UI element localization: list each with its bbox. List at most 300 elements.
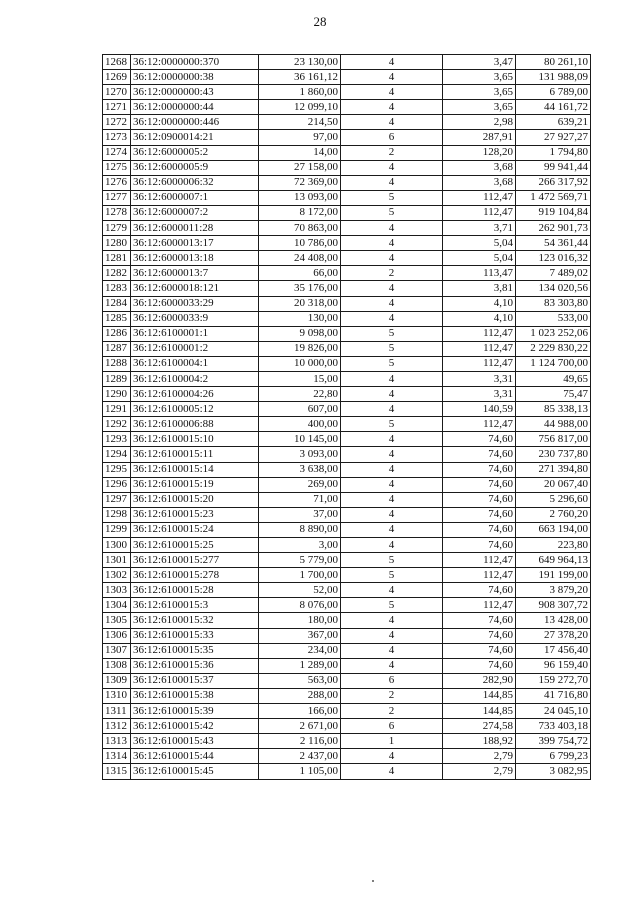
amount-cell: 80 261,10 bbox=[516, 55, 591, 70]
table-row bbox=[103, 719, 591, 734]
cadastral-number-cell: 36:12:6100015:35 bbox=[131, 643, 259, 658]
amount-cell: 262 901,73 bbox=[516, 221, 591, 236]
table-row bbox=[103, 553, 591, 568]
table-row bbox=[103, 387, 591, 402]
row-number-cell: 1280 bbox=[103, 236, 131, 251]
area-cell: 15,00 bbox=[259, 371, 341, 386]
rate-cell: 282,90 bbox=[443, 673, 516, 688]
table-row bbox=[103, 673, 591, 688]
table-row bbox=[103, 130, 591, 145]
area-cell: 72 369,00 bbox=[259, 175, 341, 190]
amount-cell: 1 472 569,71 bbox=[516, 190, 591, 205]
table-row bbox=[103, 356, 591, 371]
category-cell: 4 bbox=[341, 643, 443, 658]
row-number-cell: 1285 bbox=[103, 311, 131, 326]
cadastral-number-cell: 36:12:6100001:2 bbox=[131, 341, 259, 356]
category-cell: 6 bbox=[341, 719, 443, 734]
amount-cell: 96 159,40 bbox=[516, 658, 591, 673]
rate-cell: 2,79 bbox=[443, 749, 516, 764]
area-cell: 1 860,00 bbox=[259, 85, 341, 100]
cadastral-number-cell: 36:12:6100015:25 bbox=[131, 538, 259, 553]
table-row bbox=[103, 326, 591, 341]
category-cell: 4 bbox=[341, 583, 443, 598]
row-number-cell: 1300 bbox=[103, 538, 131, 553]
area-cell: 234,00 bbox=[259, 643, 341, 658]
row-number-cell: 1273 bbox=[103, 130, 131, 145]
amount-cell: 27 378,20 bbox=[516, 628, 591, 643]
category-cell: 2 bbox=[341, 704, 443, 719]
table-row bbox=[103, 221, 591, 236]
category-cell: 4 bbox=[341, 507, 443, 522]
category-cell: 4 bbox=[341, 492, 443, 507]
rate-cell: 74,60 bbox=[443, 477, 516, 492]
category-cell: 4 bbox=[341, 311, 443, 326]
table-row bbox=[103, 522, 591, 537]
rate-cell: 112,47 bbox=[443, 205, 516, 220]
area-cell: 8 890,00 bbox=[259, 522, 341, 537]
area-cell: 36 161,12 bbox=[259, 70, 341, 85]
amount-cell: 649 964,13 bbox=[516, 553, 591, 568]
row-number-cell: 1305 bbox=[103, 613, 131, 628]
amount-cell: 919 104,84 bbox=[516, 205, 591, 220]
cadastral-number-cell: 36:12:6100015:37 bbox=[131, 673, 259, 688]
area-cell: 1 105,00 bbox=[259, 764, 341, 779]
table-row bbox=[103, 341, 591, 356]
rate-cell: 274,58 bbox=[443, 719, 516, 734]
cadastral-number-cell: 36:12:6100015:45 bbox=[131, 764, 259, 779]
area-cell: 1 700,00 bbox=[259, 568, 341, 583]
area-cell: 66,00 bbox=[259, 266, 341, 281]
rate-cell: 74,60 bbox=[443, 447, 516, 462]
area-cell: 2 116,00 bbox=[259, 734, 341, 749]
rate-cell: 113,47 bbox=[443, 266, 516, 281]
row-number-cell: 1288 bbox=[103, 356, 131, 371]
cadastral-number-cell: 36:12:6100015:20 bbox=[131, 492, 259, 507]
category-cell: 4 bbox=[341, 628, 443, 643]
table-row bbox=[103, 236, 591, 251]
category-cell: 4 bbox=[341, 387, 443, 402]
table-row bbox=[103, 100, 591, 115]
category-cell: 2 bbox=[341, 688, 443, 703]
amount-cell: 44 161,72 bbox=[516, 100, 591, 115]
rate-cell: 74,60 bbox=[443, 643, 516, 658]
category-cell: 5 bbox=[341, 190, 443, 205]
amount-cell: 191 199,00 bbox=[516, 568, 591, 583]
rate-cell: 74,60 bbox=[443, 658, 516, 673]
row-number-cell: 1271 bbox=[103, 100, 131, 115]
category-cell: 2 bbox=[341, 145, 443, 160]
cadastral-number-cell: 36:12:0000000:446 bbox=[131, 115, 259, 130]
table-row bbox=[103, 598, 591, 613]
area-cell: 10 145,00 bbox=[259, 432, 341, 447]
cadastral-number-cell: 36:12:6100001:1 bbox=[131, 326, 259, 341]
area-cell: 8 076,00 bbox=[259, 598, 341, 613]
footer-dot-mark bbox=[372, 880, 374, 882]
amount-cell: 3 082,95 bbox=[516, 764, 591, 779]
area-cell: 3 093,00 bbox=[259, 447, 341, 462]
area-cell: 180,00 bbox=[259, 613, 341, 628]
category-cell: 5 bbox=[341, 417, 443, 432]
table-row bbox=[103, 432, 591, 447]
table-row bbox=[103, 85, 591, 100]
category-cell: 4 bbox=[341, 402, 443, 417]
cadastral-number-cell: 36:12:6100015:43 bbox=[131, 734, 259, 749]
amount-cell: 663 194,00 bbox=[516, 522, 591, 537]
table-row bbox=[103, 613, 591, 628]
area-cell: 563,00 bbox=[259, 673, 341, 688]
cadastral-number-cell: 36:12:6100006:88 bbox=[131, 417, 259, 432]
rate-cell: 3,65 bbox=[443, 70, 516, 85]
amount-cell: 2 760,20 bbox=[516, 507, 591, 522]
row-number-cell: 1306 bbox=[103, 628, 131, 643]
cadastral-number-cell: 36:12:6100015:38 bbox=[131, 688, 259, 703]
table-body bbox=[103, 55, 591, 780]
cadastral-number-cell: 36:12:6000011:28 bbox=[131, 221, 259, 236]
cadastral-number-cell: 36:12:6100015:14 bbox=[131, 462, 259, 477]
cadastral-number-cell: 36:12:6000018:121 bbox=[131, 281, 259, 296]
rate-cell: 140,59 bbox=[443, 402, 516, 417]
area-cell: 12 099,10 bbox=[259, 100, 341, 115]
category-cell: 4 bbox=[341, 522, 443, 537]
row-number-cell: 1289 bbox=[103, 371, 131, 386]
table-row bbox=[103, 507, 591, 522]
row-number-cell: 1281 bbox=[103, 251, 131, 266]
category-cell: 4 bbox=[341, 251, 443, 266]
land-plots-table bbox=[102, 54, 591, 780]
amount-cell: 75,47 bbox=[516, 387, 591, 402]
area-cell: 367,00 bbox=[259, 628, 341, 643]
rate-cell: 3,81 bbox=[443, 281, 516, 296]
category-cell: 4 bbox=[341, 658, 443, 673]
cadastral-number-cell: 36:12:0000000:370 bbox=[131, 55, 259, 70]
cadastral-number-cell: 36:12:6000007:1 bbox=[131, 190, 259, 205]
rate-cell: 112,47 bbox=[443, 356, 516, 371]
category-cell: 4 bbox=[341, 100, 443, 115]
amount-cell: 49,65 bbox=[516, 371, 591, 386]
rate-cell: 2,79 bbox=[443, 764, 516, 779]
area-cell: 13 093,00 bbox=[259, 190, 341, 205]
cadastral-number-cell: 36:12:6100015:32 bbox=[131, 613, 259, 628]
table-row bbox=[103, 734, 591, 749]
area-cell: 71,00 bbox=[259, 492, 341, 507]
category-cell: 5 bbox=[341, 598, 443, 613]
amount-cell: 266 317,92 bbox=[516, 175, 591, 190]
rate-cell: 74,60 bbox=[443, 583, 516, 598]
cadastral-number-cell: 36:12:6100015:39 bbox=[131, 704, 259, 719]
category-cell: 5 bbox=[341, 341, 443, 356]
rate-cell: 3,65 bbox=[443, 100, 516, 115]
area-cell: 214,50 bbox=[259, 115, 341, 130]
category-cell: 4 bbox=[341, 236, 443, 251]
amount-cell: 1 124 700,00 bbox=[516, 356, 591, 371]
rate-cell: 2,98 bbox=[443, 115, 516, 130]
row-number-cell: 1274 bbox=[103, 145, 131, 160]
rate-cell: 112,47 bbox=[443, 417, 516, 432]
table-row bbox=[103, 115, 591, 130]
table-row bbox=[103, 402, 591, 417]
rate-cell: 5,04 bbox=[443, 236, 516, 251]
table-row bbox=[103, 190, 591, 205]
row-number-cell: 1294 bbox=[103, 447, 131, 462]
row-number-cell: 1301 bbox=[103, 553, 131, 568]
row-number-cell: 1287 bbox=[103, 341, 131, 356]
row-number-cell: 1304 bbox=[103, 598, 131, 613]
amount-cell: 1 794,80 bbox=[516, 145, 591, 160]
table-row bbox=[103, 205, 591, 220]
amount-cell: 5 296,60 bbox=[516, 492, 591, 507]
category-cell: 4 bbox=[341, 115, 443, 130]
rate-cell: 144,85 bbox=[443, 688, 516, 703]
area-cell: 52,00 bbox=[259, 583, 341, 598]
area-cell: 5 779,00 bbox=[259, 553, 341, 568]
category-cell: 4 bbox=[341, 462, 443, 477]
cadastral-number-cell: 36:12:6000013:7 bbox=[131, 266, 259, 281]
rate-cell: 5,04 bbox=[443, 251, 516, 266]
amount-cell: 44 988,00 bbox=[516, 417, 591, 432]
amount-cell: 223,80 bbox=[516, 538, 591, 553]
amount-cell: 131 988,09 bbox=[516, 70, 591, 85]
cadastral-number-cell: 36:12:6100015:33 bbox=[131, 628, 259, 643]
area-cell: 27 158,00 bbox=[259, 160, 341, 175]
area-cell: 3,00 bbox=[259, 538, 341, 553]
category-cell: 4 bbox=[341, 175, 443, 190]
category-cell: 4 bbox=[341, 371, 443, 386]
row-number-cell: 1284 bbox=[103, 296, 131, 311]
rate-cell: 112,47 bbox=[443, 341, 516, 356]
row-number-cell: 1302 bbox=[103, 568, 131, 583]
rate-cell: 112,47 bbox=[443, 190, 516, 205]
category-cell: 4 bbox=[341, 538, 443, 553]
cadastral-number-cell: 36:12:6000013:17 bbox=[131, 236, 259, 251]
table-row bbox=[103, 583, 591, 598]
rate-cell: 74,60 bbox=[443, 432, 516, 447]
amount-cell: 271 394,80 bbox=[516, 462, 591, 477]
table-row bbox=[103, 749, 591, 764]
cadastral-number-cell: 36:12:6100015:23 bbox=[131, 507, 259, 522]
cadastral-number-cell: 36:12:6100015:28 bbox=[131, 583, 259, 598]
table-row bbox=[103, 145, 591, 160]
amount-cell: 24 045,10 bbox=[516, 704, 591, 719]
rate-cell: 3,68 bbox=[443, 175, 516, 190]
amount-cell: 20 067,40 bbox=[516, 477, 591, 492]
rate-cell: 3,68 bbox=[443, 160, 516, 175]
rate-cell: 74,60 bbox=[443, 522, 516, 537]
table-row bbox=[103, 628, 591, 643]
area-cell: 9 098,00 bbox=[259, 326, 341, 341]
row-number-cell: 1275 bbox=[103, 160, 131, 175]
area-cell: 8 172,00 bbox=[259, 205, 341, 220]
rate-cell: 74,60 bbox=[443, 507, 516, 522]
area-cell: 35 176,00 bbox=[259, 281, 341, 296]
rate-cell: 287,91 bbox=[443, 130, 516, 145]
row-number-cell: 1303 bbox=[103, 583, 131, 598]
table-row bbox=[103, 477, 591, 492]
area-cell: 24 408,00 bbox=[259, 251, 341, 266]
amount-cell: 2 229 830,22 bbox=[516, 341, 591, 356]
row-number-cell: 1272 bbox=[103, 115, 131, 130]
table-row bbox=[103, 70, 591, 85]
rate-cell: 112,47 bbox=[443, 568, 516, 583]
area-cell: 23 130,00 bbox=[259, 55, 341, 70]
table-row bbox=[103, 296, 591, 311]
cadastral-number-cell: 36:12:6000013:18 bbox=[131, 251, 259, 266]
area-cell: 37,00 bbox=[259, 507, 341, 522]
row-number-cell: 1269 bbox=[103, 70, 131, 85]
table-row bbox=[103, 417, 591, 432]
category-cell: 5 bbox=[341, 326, 443, 341]
table-row bbox=[103, 281, 591, 296]
category-cell: 1 bbox=[341, 734, 443, 749]
table-row bbox=[103, 371, 591, 386]
area-cell: 19 826,00 bbox=[259, 341, 341, 356]
table-row bbox=[103, 266, 591, 281]
page-number: 28 bbox=[313, 14, 327, 29]
amount-cell: 230 737,80 bbox=[516, 447, 591, 462]
category-cell: 4 bbox=[341, 296, 443, 311]
amount-cell: 17 456,40 bbox=[516, 643, 591, 658]
area-cell: 288,00 bbox=[259, 688, 341, 703]
rate-cell: 74,60 bbox=[443, 538, 516, 553]
cadastral-number-cell: 36:12:6100015:19 bbox=[131, 477, 259, 492]
category-cell: 5 bbox=[341, 553, 443, 568]
amount-cell: 908 307,72 bbox=[516, 598, 591, 613]
row-number-cell: 1307 bbox=[103, 643, 131, 658]
table-row bbox=[103, 462, 591, 477]
table-row bbox=[103, 764, 591, 779]
rate-cell: 188,92 bbox=[443, 734, 516, 749]
row-number-cell: 1286 bbox=[103, 326, 131, 341]
category-cell: 5 bbox=[341, 356, 443, 371]
rate-cell: 74,60 bbox=[443, 628, 516, 643]
area-cell: 97,00 bbox=[259, 130, 341, 145]
row-number-cell: 1310 bbox=[103, 688, 131, 703]
row-number-cell: 1291 bbox=[103, 402, 131, 417]
rate-cell: 74,60 bbox=[443, 462, 516, 477]
row-number-cell: 1314 bbox=[103, 749, 131, 764]
row-number-cell: 1308 bbox=[103, 658, 131, 673]
category-cell: 4 bbox=[341, 281, 443, 296]
table-row bbox=[103, 311, 591, 326]
area-cell: 22,80 bbox=[259, 387, 341, 402]
area-cell: 400,00 bbox=[259, 417, 341, 432]
cadastral-number-cell: 36:12:6100015:11 bbox=[131, 447, 259, 462]
row-number-cell: 1298 bbox=[103, 507, 131, 522]
cadastral-number-cell: 36:12:6000006:32 bbox=[131, 175, 259, 190]
cadastral-number-cell: 36:12:6100004:1 bbox=[131, 356, 259, 371]
amount-cell: 733 403,18 bbox=[516, 719, 591, 734]
rate-cell: 3,65 bbox=[443, 85, 516, 100]
category-cell: 4 bbox=[341, 432, 443, 447]
category-cell: 4 bbox=[341, 477, 443, 492]
row-number-cell: 1311 bbox=[103, 704, 131, 719]
area-cell: 130,00 bbox=[259, 311, 341, 326]
row-number-cell: 1293 bbox=[103, 432, 131, 447]
category-cell: 4 bbox=[341, 447, 443, 462]
rate-cell: 3,47 bbox=[443, 55, 516, 70]
row-number-cell: 1299 bbox=[103, 522, 131, 537]
amount-cell: 6 799,23 bbox=[516, 749, 591, 764]
amount-cell: 756 817,00 bbox=[516, 432, 591, 447]
row-number-cell: 1309 bbox=[103, 673, 131, 688]
row-number-cell: 1315 bbox=[103, 764, 131, 779]
category-cell: 6 bbox=[341, 130, 443, 145]
category-cell: 4 bbox=[341, 764, 443, 779]
cadastral-number-cell: 36:12:0000000:43 bbox=[131, 85, 259, 100]
row-number-cell: 1313 bbox=[103, 734, 131, 749]
rate-cell: 144,85 bbox=[443, 704, 516, 719]
cadastral-number-cell: 36:12:0000000:44 bbox=[131, 100, 259, 115]
category-cell: 4 bbox=[341, 221, 443, 236]
category-cell: 2 bbox=[341, 266, 443, 281]
row-number-cell: 1268 bbox=[103, 55, 131, 70]
amount-cell: 83 303,80 bbox=[516, 296, 591, 311]
cadastral-number-cell: 36:12:6000005:9 bbox=[131, 160, 259, 175]
table-row bbox=[103, 643, 591, 658]
area-cell: 20 318,00 bbox=[259, 296, 341, 311]
cadastral-number-cell: 36:12:6100015:36 bbox=[131, 658, 259, 673]
table-row bbox=[103, 251, 591, 266]
rate-cell: 112,47 bbox=[443, 553, 516, 568]
amount-cell: 399 754,72 bbox=[516, 734, 591, 749]
cadastral-number-cell: 36:12:6100015:44 bbox=[131, 749, 259, 764]
amount-cell: 7 489,02 bbox=[516, 266, 591, 281]
cadastral-number-cell: 36:12:6000033:9 bbox=[131, 311, 259, 326]
table-row bbox=[103, 704, 591, 719]
amount-cell: 159 272,70 bbox=[516, 673, 591, 688]
row-number-cell: 1276 bbox=[103, 175, 131, 190]
rate-cell: 3,31 bbox=[443, 387, 516, 402]
row-number-cell: 1279 bbox=[103, 221, 131, 236]
area-cell: 166,00 bbox=[259, 704, 341, 719]
amount-cell: 6 789,00 bbox=[516, 85, 591, 100]
amount-cell: 134 020,56 bbox=[516, 281, 591, 296]
cadastral-number-cell: 36:12:6100015:10 bbox=[131, 432, 259, 447]
category-cell: 6 bbox=[341, 673, 443, 688]
row-number-cell: 1292 bbox=[103, 417, 131, 432]
amount-cell: 85 338,13 bbox=[516, 402, 591, 417]
category-cell: 4 bbox=[341, 55, 443, 70]
amount-cell: 13 428,00 bbox=[516, 613, 591, 628]
area-cell: 2 437,00 bbox=[259, 749, 341, 764]
rate-cell: 128,20 bbox=[443, 145, 516, 160]
table-row bbox=[103, 658, 591, 673]
amount-cell: 533,00 bbox=[516, 311, 591, 326]
table-row bbox=[103, 175, 591, 190]
category-cell: 4 bbox=[341, 160, 443, 175]
rate-cell: 3,71 bbox=[443, 221, 516, 236]
land-plots-table-container bbox=[102, 54, 590, 780]
area-cell: 14,00 bbox=[259, 145, 341, 160]
category-cell: 4 bbox=[341, 749, 443, 764]
row-number-cell: 1278 bbox=[103, 205, 131, 220]
category-cell: 4 bbox=[341, 70, 443, 85]
area-cell: 269,00 bbox=[259, 477, 341, 492]
rate-cell: 112,47 bbox=[443, 598, 516, 613]
row-number-cell: 1290 bbox=[103, 387, 131, 402]
rate-cell: 4,10 bbox=[443, 311, 516, 326]
area-cell: 607,00 bbox=[259, 402, 341, 417]
row-number-cell: 1270 bbox=[103, 85, 131, 100]
cadastral-number-cell: 36:12:0000000:38 bbox=[131, 70, 259, 85]
cadastral-number-cell: 36:12:6000007:2 bbox=[131, 205, 259, 220]
category-cell: 5 bbox=[341, 568, 443, 583]
area-cell: 1 289,00 bbox=[259, 658, 341, 673]
amount-cell: 27 927,27 bbox=[516, 130, 591, 145]
amount-cell: 41 716,80 bbox=[516, 688, 591, 703]
cadastral-number-cell: 36:12:6100004:2 bbox=[131, 371, 259, 386]
amount-cell: 123 016,32 bbox=[516, 251, 591, 266]
area-cell: 70 863,00 bbox=[259, 221, 341, 236]
